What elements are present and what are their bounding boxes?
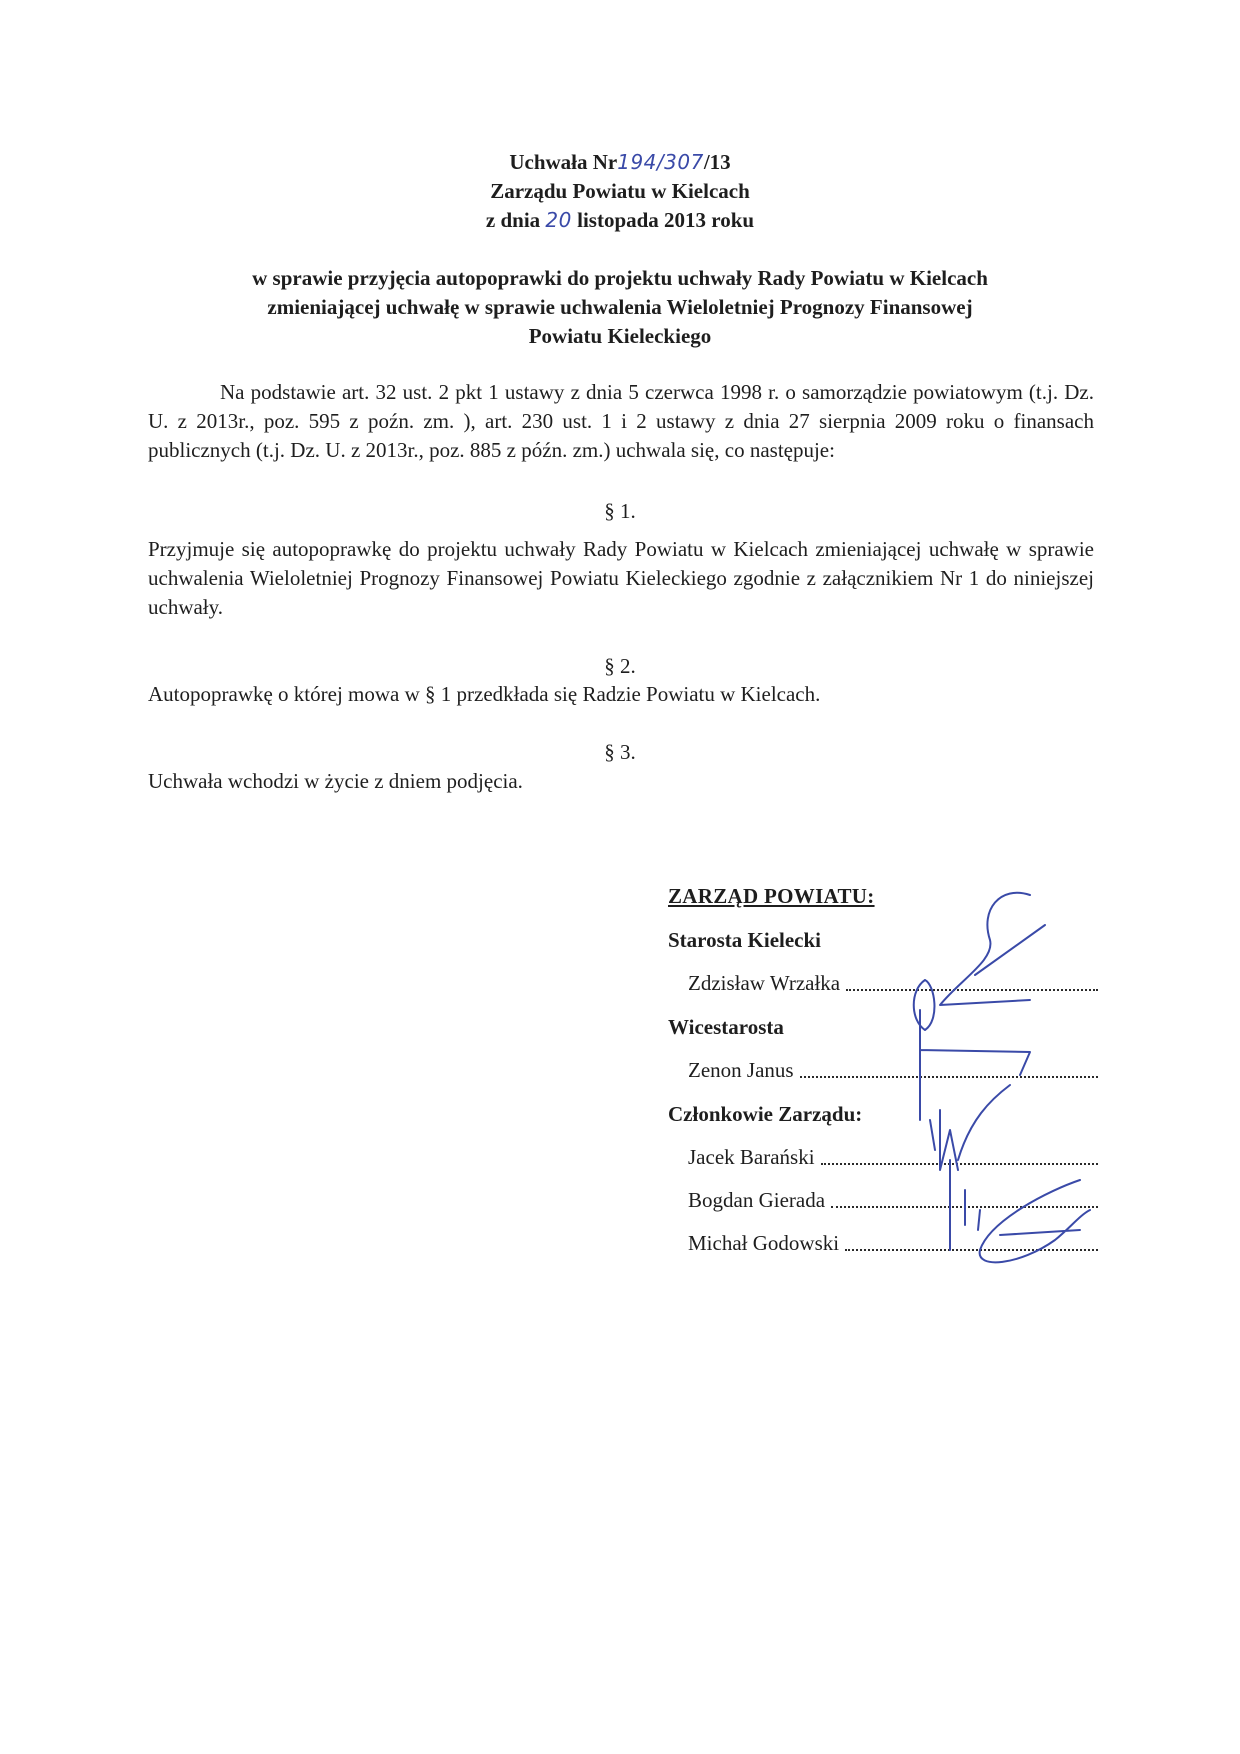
signature-line-starosta [668,962,1098,1005]
date-prefix: z dnia [485,208,541,232]
resolution-date-line [0,206,1240,235]
section-3-sign: § 3. [604,740,636,764]
subject-line-3: Powiatu Kieleckiego [528,324,712,348]
dotted-signature-line [821,1136,1098,1165]
starosta-name: Zdzisław Wrzałka [688,971,841,995]
board-heading: ZARZĄD POWIATU: [668,884,875,908]
board-members-role: Członkowie Zarządu: [668,1102,863,1126]
subject-line-1: w sprawie przyjęcia autopoprawki do projektu uchwały Rady Powiatu w Kielcach [252,266,988,290]
signature-block [668,878,1098,1265]
section-3-text: Uchwała wchodzi w życie z dniem podjęcia. [148,769,523,793]
legal-basis-paragraph: Na podstawie art. 32 ust. 2 pkt 1 ustawy z dnia 5 czerwca 1998 r. o samorządzie powiatowym (t.j. Dz. U. z 2013r., poz. 595 z poźn. zm. ), art. 230 ust. 1 i 2 ustawy z dnia 27 sierpnia 2009 roku o finansach publicznych (t.j. Dz. U. z 2013r., poz. 885 z późn. zm.) uchwala się, co następuje: [148,380,1094,462]
member-name: Michał Godowski [688,1231,840,1255]
resolution-title-prefix: Uchwała Nr [509,150,618,174]
member-name: Bogdan Gierada [688,1188,826,1212]
resolution-number-line [0,148,1240,177]
issuing-body: Zarządu Powiatu w Kielcach [490,179,750,203]
resolution-subject [0,264,1240,351]
resolution-header [0,148,1240,235]
starosta-role: Starosta Kielecki [668,928,822,952]
wicestarosta-role: Wicestarosta [668,1015,784,1039]
date-day-handwritten: 20 [545,208,572,232]
dotted-signature-line [845,1222,1098,1251]
dotted-signature-line [846,962,1098,991]
section-1-text: Przyjmuje się autopoprawkę do projektu uchwały Rady Powiatu w Kielcach zmieniającej uchwałę w sprawie uchwalenia Wieloletniej Prognozy Finansowej Powiatu Kieleckiego zgodnie z załącznikiem Nr 1 do niniejszej uchwały. [148,537,1094,619]
signature-line-member-3 [668,1222,1098,1265]
resolution-title-suffix: /13 [703,150,731,174]
signature-line-member-1 [668,1136,1098,1179]
section-1-sign: § 1. [604,499,636,523]
resolution-number-handwritten: 194/307 [617,150,704,174]
member-name: Jacek Barański [688,1145,815,1169]
signature-line-member-2 [668,1179,1098,1222]
section-2-text: Autopoprawkę o której mowa w § 1 przedkłada się Radzie Powiatu w Kielcach. [148,682,821,706]
dotted-signature-line [800,1049,1098,1078]
date-suffix: listopada 2013 roku [577,208,755,232]
section-2-sign: § 2. [604,654,636,678]
subject-line-2: zmieniającej uchwałę w sprawie uchwalenia Wieloletniej Prognozy Finansowej [267,295,973,319]
dotted-signature-line [831,1179,1098,1208]
signature-line-wicestarosta [668,1049,1098,1092]
wicestarosta-name: Zenon Janus [688,1058,794,1082]
